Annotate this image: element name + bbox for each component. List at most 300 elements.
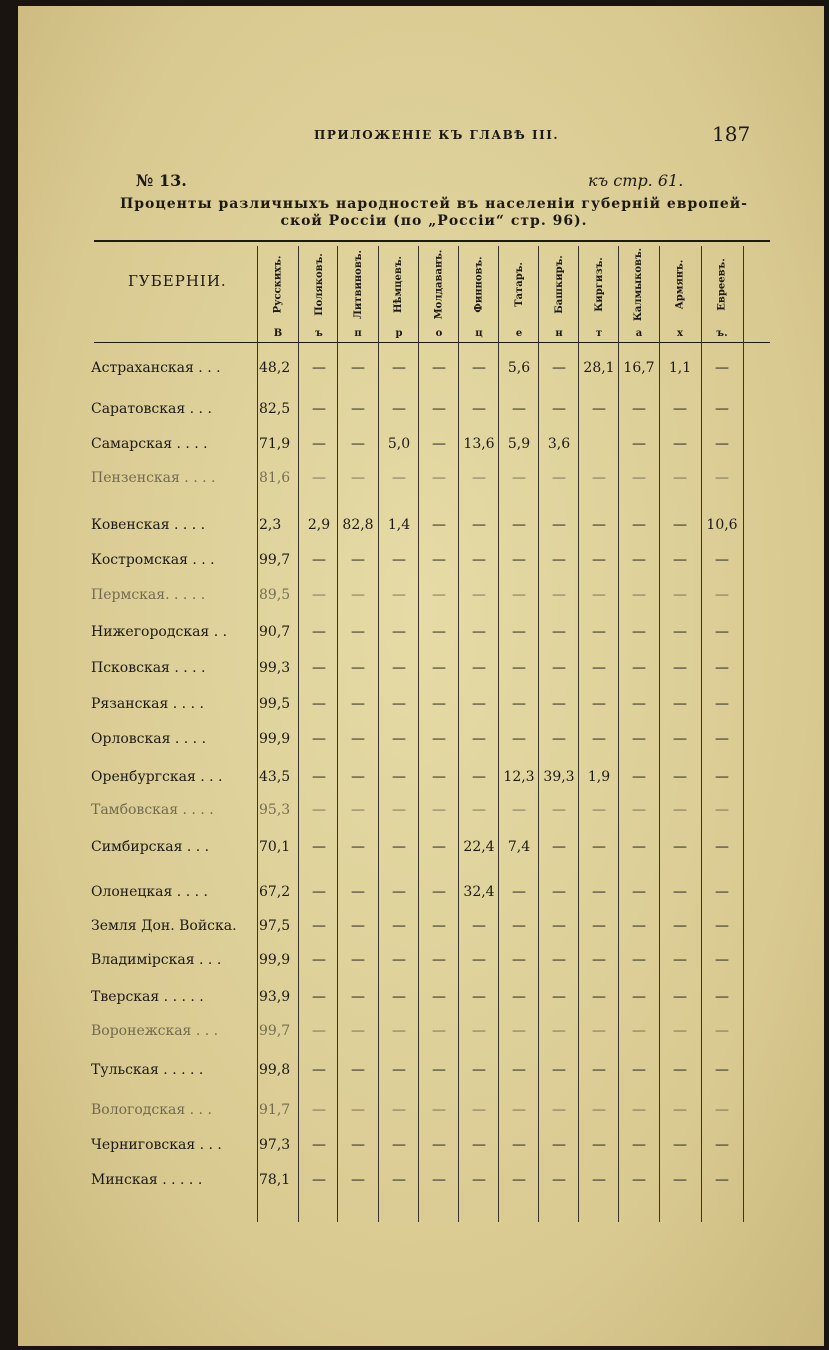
table-cell: — [715,436,729,452]
table-cell: — [312,769,326,785]
table-cell: — [673,470,687,486]
table-cell: — [632,1172,646,1188]
table-cell: — [392,989,406,1005]
table-cell: 5,0 [387,436,411,452]
table-cell: — [715,989,729,1005]
province-name: Оренбургская . . . [91,769,223,785]
table-cell: — [351,401,365,417]
table-cell: — [432,952,446,968]
table-cell: 7,4 [507,839,531,855]
column-header-label: Поляковъ. [313,252,325,316]
table-cell: — [472,1102,486,1118]
table-cell: — [351,952,365,968]
table-cell: — [472,552,486,568]
table-cell: — [715,696,729,712]
table-cell: 99,7 [259,1023,291,1039]
table-cell: — [351,731,365,747]
table-cell: 89,5 [259,587,291,603]
table-cell: — [715,918,729,934]
table-cell: — [632,989,646,1005]
table-cell: — [432,989,446,1005]
table-cell: — [673,552,687,568]
province-name: Воронежская . . . [91,1023,219,1039]
table-cell: 99,3 [259,660,291,676]
table-cell: 28,1 [583,360,615,376]
table-cell: — [351,769,365,785]
table-cell: 82,5 [259,401,291,417]
table-cell: — [552,552,566,568]
table-cell: — [673,918,687,934]
table-cell: — [673,1137,687,1153]
table-cell: — [312,839,326,855]
province-name: Симбирская . . . [91,839,210,855]
table-cell: — [512,989,526,1005]
table-cell: — [472,1023,486,1039]
column-header [300,246,338,322]
table-cell: 5,9 [507,436,531,452]
table-cell: — [351,696,365,712]
table-cell: — [673,1023,687,1039]
table-cell: — [392,952,406,968]
table-cell: — [351,587,365,603]
table-cell: — [392,839,406,855]
table-cell: — [392,802,406,818]
table-cell: — [592,839,606,855]
table-cell: — [632,1137,646,1153]
table-cell: — [432,660,446,676]
table-cell: — [512,696,526,712]
table-cell: — [432,517,446,533]
table-cell: — [552,802,566,818]
table-cell: — [392,1172,406,1188]
table-cell: — [472,660,486,676]
province-name: Рязанская . . . . [91,696,204,712]
table-row [18,395,824,425]
province-name: Саратовская . . . [91,401,212,417]
province-name: Нижегородская . . [91,624,228,640]
table-cell: 1,1 [668,360,692,376]
table-cell: — [392,1102,406,1118]
table-cell: 78,1 [259,1172,291,1188]
table-cell: — [432,884,446,900]
table-cell: 70,1 [259,839,291,855]
table-cell: — [432,918,446,934]
table-cell: — [472,952,486,968]
table-cell: — [632,884,646,900]
table-cell: 99,8 [259,1062,291,1078]
province-name: Костромская . . . [91,552,215,568]
table-cell: — [592,1102,606,1118]
table-cell: — [472,360,486,376]
table-cell: — [632,918,646,934]
table-cell: 67,2 [259,884,291,900]
table-cell: 13,6 [463,436,495,452]
table-row [18,430,824,460]
table-cell: — [432,696,446,712]
table-row [18,1056,824,1086]
table-cell: — [312,918,326,934]
table-cell: — [592,1137,606,1153]
table-cell: — [673,517,687,533]
table-cell: — [632,660,646,676]
table-cell: — [673,731,687,747]
table-cell: — [512,884,526,900]
table-cell: 39,3 [543,769,575,785]
table-row [18,1017,824,1047]
table-cell: — [715,802,729,818]
table-cell: — [632,769,646,785]
table-cell: — [351,1023,365,1039]
unit-letter: а [635,328,643,339]
table-cell: — [512,517,526,533]
province-name: Орловская . . . . [91,731,207,747]
table-cell: — [312,1023,326,1039]
top-rule [94,240,770,242]
table-cell: — [472,624,486,640]
table-cell: — [552,1023,566,1039]
table-cell: — [673,989,687,1005]
table-cell: — [715,1172,729,1188]
table-cell: — [312,1172,326,1188]
table-cell: — [673,1172,687,1188]
column-header-label: Башкиръ. [553,254,565,314]
table-cell: 99,9 [259,952,291,968]
unit-letter: е [515,328,523,339]
column-header [460,246,498,322]
province-name: Самарская . . . . [91,436,208,452]
table-cell: — [552,1137,566,1153]
table-cell: — [472,696,486,712]
table-cell: — [432,802,446,818]
table-cell: — [312,989,326,1005]
table-cell: — [392,587,406,603]
province-name: Минская . . . . . [91,1172,203,1188]
table-cell: — [392,624,406,640]
province-name: Тверская . . . . . [91,989,204,1005]
table-cell: — [472,587,486,603]
table-cell: — [715,552,729,568]
column-header-label: Литвиновъ. [352,249,364,319]
table-cell: — [673,436,687,452]
column-header [380,246,418,322]
table-cell: — [392,884,406,900]
table-cell: — [351,436,365,452]
table-row [18,581,824,611]
table-cell: — [512,1023,526,1039]
table-cell: 81,6 [259,470,291,486]
unit-letter: ц [475,328,483,339]
table-row [18,878,824,908]
table-cell: — [312,696,326,712]
table-cell: 16,7 [623,360,655,376]
table-cell: — [715,470,729,486]
province-name: Ковенская . . . . [91,517,206,533]
table-cell: — [312,436,326,452]
table-cell: 22,4 [463,839,495,855]
table-cell: — [392,470,406,486]
column-header [339,246,377,322]
table-cell: — [312,552,326,568]
table-cell: — [432,1172,446,1188]
table-cell: — [632,587,646,603]
column-header-label: Русскихъ. [272,255,284,313]
table-cell: — [715,624,729,640]
table-row [18,796,824,826]
table-cell: — [632,802,646,818]
table-cell: — [673,660,687,676]
table-cell: — [392,1137,406,1153]
column-header-label: Армянъ. [674,259,686,309]
table-cell: — [512,802,526,818]
table-cell: — [312,660,326,676]
table-cell: — [351,1137,365,1153]
table-cell: — [351,360,365,376]
column-header [500,246,538,322]
table-cell: — [312,952,326,968]
table-cell: 1,9 [587,769,611,785]
table-cell: 10,6 [706,517,738,533]
unit-letter: р [395,328,403,339]
province-name: Владимірская . . . [91,952,222,968]
table-cell: — [592,1062,606,1078]
table-cell: — [715,660,729,676]
table-cell: 1,4 [387,517,411,533]
table-cell: — [392,552,406,568]
table-cell: — [432,360,446,376]
table-cell: — [592,1172,606,1188]
table-cell: — [312,1062,326,1078]
table-cell: — [632,952,646,968]
table-cell: — [392,401,406,417]
table-cell: — [432,1023,446,1039]
table-cell: 95,3 [259,802,291,818]
table-cell: — [552,839,566,855]
table-cell: 90,7 [259,624,291,640]
table-cell: — [673,952,687,968]
table-cell: — [632,436,646,452]
table-row [18,912,824,942]
table-cell: — [592,1023,606,1039]
table-cell: — [432,436,446,452]
table-cell: — [351,989,365,1005]
table-cell: — [312,360,326,376]
column-header [540,246,578,322]
table-cell: — [552,989,566,1005]
table-cell: — [715,1023,729,1039]
table-cell: — [432,587,446,603]
table-cell: — [432,769,446,785]
table-cell: — [351,1102,365,1118]
table-cell: — [351,839,365,855]
table-cell: — [351,1062,365,1078]
table-cell: 97,3 [259,1137,291,1153]
table-row [18,763,824,793]
table-cell: — [351,660,365,676]
table-cell: — [351,884,365,900]
table-cell: — [512,401,526,417]
table-cell: — [552,731,566,747]
table-cell: — [351,552,365,568]
table-cell: 3,6 [547,436,571,452]
column-header [420,246,458,322]
province-name: Астраханская . . . [91,360,221,376]
table-cell: — [552,517,566,533]
table-cell: — [592,401,606,417]
table-cell: — [472,1137,486,1153]
table-cell: — [432,552,446,568]
table-cell: — [392,660,406,676]
table-cell: — [472,769,486,785]
table-cell: — [512,1172,526,1188]
table-cell: — [673,587,687,603]
unit-letter: н [555,328,563,339]
table-cell: 2,9 [307,517,331,533]
table-cell: 12,3 [503,769,535,785]
table-cell: — [472,918,486,934]
table-row [18,464,824,494]
table-cell: — [592,731,606,747]
table-number: № 13. [136,171,187,190]
unit-letter: В [273,328,283,339]
table-cell: — [715,1137,729,1153]
unit-letter: о [435,328,443,339]
province-name: Черниговская . . . [91,1137,222,1153]
table-cell: — [673,1102,687,1118]
column-header-label: Молдаванъ. [433,249,445,319]
table-cell: — [673,401,687,417]
table-cell: — [392,731,406,747]
table-cell: — [312,587,326,603]
table-cell: — [472,1172,486,1188]
column-header-label: Нѣмцевъ. [393,255,405,313]
table-row [18,546,824,576]
table-cell: — [632,517,646,533]
title-line-1: Проценты различныхъ народностей въ населеніи губерній европей- [120,196,748,212]
page-reference: къ стр. 61. [588,171,684,190]
table-cell: — [715,401,729,417]
table-cell: — [472,989,486,1005]
table-cell: — [512,587,526,603]
table-cell: 71,9 [259,436,291,452]
table-cell: 91,7 [259,1102,291,1118]
table-cell: — [512,952,526,968]
table-cell: — [312,401,326,417]
table-row [18,690,824,720]
appendix-heading: ПРИЛОЖЕНІЕ КЪ ГЛАВѢ III. [314,128,560,142]
table-cell: — [312,1137,326,1153]
table-cell: — [592,587,606,603]
column-header [661,246,699,322]
table-cell: — [392,918,406,934]
table-cell: — [715,360,729,376]
table-cell: — [392,360,406,376]
province-name: Тульская . . . . . [91,1062,204,1078]
table-cell: — [312,1102,326,1118]
table-cell: — [632,552,646,568]
table-row [18,654,824,684]
table-cell: — [552,360,566,376]
table-cell: — [673,696,687,712]
table-cell: — [632,1102,646,1118]
table-cell: 48,2 [259,360,291,376]
header-rule [94,342,770,343]
table-row [18,618,824,648]
table-cell: — [552,624,566,640]
table-cell: — [351,624,365,640]
column-header-label: Евреевъ. [716,257,728,311]
table-cell: — [552,470,566,486]
table-cell: — [632,696,646,712]
table-cell: — [552,1172,566,1188]
column-header [259,246,297,322]
column-header-label: Финновъ. [473,255,485,313]
province-name: Пермская. . . . . [91,587,206,603]
table-cell: — [312,470,326,486]
table-cell: — [715,1062,729,1078]
province-name: Псковская . . . . [91,660,206,676]
table-row [18,983,824,1013]
table-cell: — [351,918,365,934]
table-cell: — [632,624,646,640]
table-cell: — [392,1023,406,1039]
province-name: Пензенская . . . . [91,470,216,486]
table-cell: — [432,401,446,417]
page-number: 187 [712,122,751,146]
table-cell: — [512,1102,526,1118]
table-cell: — [392,1062,406,1078]
table-row [18,511,824,541]
table-cell: — [673,839,687,855]
table-cell: — [432,470,446,486]
column-header-label: Калмыковъ. [633,247,645,321]
table-cell: 99,9 [259,731,291,747]
table-row [18,1166,824,1196]
table-cell: — [472,470,486,486]
unit-letter: п [354,328,362,339]
province-name: Олонецкая . . . . [91,884,208,900]
table-cell: — [472,731,486,747]
unit-letter: т [595,328,603,339]
table-row [18,1096,824,1126]
table-cell: — [552,587,566,603]
column-header-guberniyi: ГУБЕРНІИ. [128,272,227,290]
table-cell: — [432,731,446,747]
table-cell: — [592,696,606,712]
table-row [18,354,824,384]
table-cell: — [632,839,646,855]
table-cell: — [512,731,526,747]
table-cell: 99,7 [259,552,291,568]
table-cell: — [632,401,646,417]
table-cell: — [552,1062,566,1078]
column-header [620,246,658,322]
table-row [18,1131,824,1161]
table-cell: 97,5 [259,918,291,934]
table-row [18,725,824,755]
table-cell: — [673,624,687,640]
table-cell: — [351,470,365,486]
table-cell: — [715,952,729,968]
table-cell: — [512,552,526,568]
table-cell: — [351,1172,365,1188]
table-cell: — [512,1137,526,1153]
table-cell: — [552,884,566,900]
table-cell: 93,9 [259,989,291,1005]
table-cell: — [592,918,606,934]
table-cell: 99,5 [259,696,291,712]
table-cell: — [673,802,687,818]
column-header-label: Татаръ. [513,261,525,307]
